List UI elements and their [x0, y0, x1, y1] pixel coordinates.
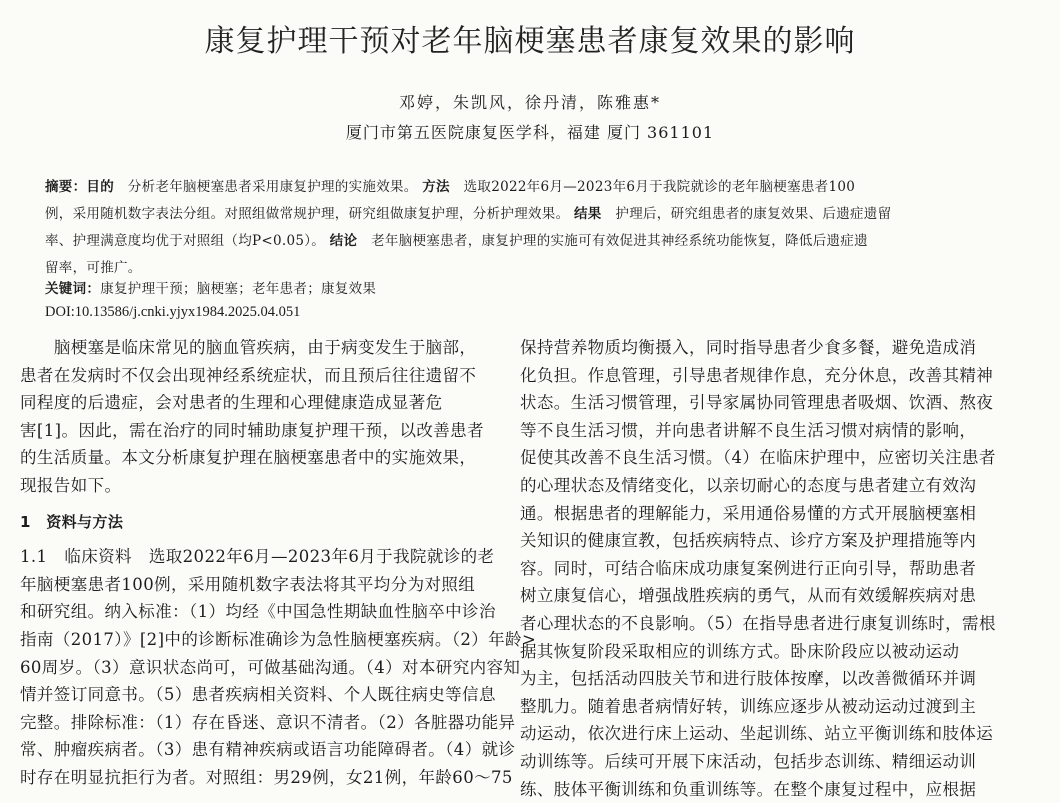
body-line: 年脑梗塞患者100例，采用随机数字表法将其平均分为对照组	[20, 571, 480, 599]
abstract-label: 摘要：	[45, 179, 86, 195]
section-heading-1-1-line: 1.1 临床资料 选取2022年6月—2023年6月于我院就诊的老	[20, 543, 480, 571]
body-line: 保持营养物质均衡摄入，同时指导患者少食多餐，避免造成消	[520, 334, 990, 362]
affiliation: 厦门市第五医院康复医学科，福建 厦门 361101	[0, 120, 1060, 143]
body-line: 害[1]。因此，需在治疗的同时辅助康复护理干预，以改善患者	[20, 417, 480, 445]
result-label: 结果	[574, 206, 602, 222]
body-line: 指南（2017）》[2]中的诊断标准确诊为急性脑梗塞疾病。（2）年龄>	[20, 626, 480, 654]
body-line: 等不良生活习惯，并向患者讲解不良生活习惯对病情的影响，	[520, 417, 990, 445]
method-text-1: 选取2022年6月—2023年6月于我院就诊的老年脑梗塞患者100	[464, 179, 856, 195]
right-column	[520, 334, 990, 803]
section-1-1-label: 1.1 临床资料	[20, 547, 132, 566]
body-line: 和研究组。纳入标准：（1）均经《中国急性期缺血性脑卒中诊治	[20, 598, 480, 626]
body-line: 化负担。作息管理，引导患者规律作息，充分休息，改善其精神	[520, 362, 990, 390]
body-line: 时存在明显抗拒行为者。对照组：男29例，女21例，年龄60～75	[20, 764, 480, 792]
abstract	[45, 174, 1003, 282]
body-line: 整肌力。随着患者病情好转，训练应逐步从被动运动过渡到主	[520, 693, 990, 721]
keywords-label: 关键词：	[45, 281, 100, 297]
body-line: 脑梗塞是临床常见的脑血管疾病，由于病变发生于脑部，	[20, 334, 480, 362]
conclusion-text-4: 留率，可推广。	[45, 260, 142, 276]
objective-text: 分析老年脑梗塞患者采用康复护理的实施效果。	[128, 179, 418, 195]
keywords	[45, 277, 376, 297]
body-line: 促使其改善不良生活习惯。（4）在临床护理中，应密切关注患者	[520, 444, 990, 472]
body-line: 为主，包括活动四肢关节和进行肢体按摩，以改善微循环并调	[520, 665, 990, 693]
author-list: 邓婷，朱凯风，徐丹清，陈雅惠*	[0, 90, 1060, 113]
section-heading-1: 1 资料与方法	[20, 508, 480, 536]
result-text-2: 护理后，研究组患者的康复效果、后遗症遗留	[615, 206, 891, 222]
body-line: 树立康复信心，增强战胜疾病的勇气，从而有效缓解疾病对患	[520, 582, 990, 610]
body-line: 60周岁。（3）意识状态尚可，可做基础沟通。（4）对本研究内容知	[20, 654, 480, 682]
paper-title: 康复护理干预对老年脑梗塞患者康复效果的影响	[0, 16, 1060, 60]
body-line: 情并签订同意书。（5）患者疾病相关资料、个人既往病史等信息	[20, 681, 480, 709]
body-line: 动训练等。后续可开展下床活动，包括步态训练、精细运动训	[520, 748, 990, 776]
body-line: 者心理状态的不良影响。（5）在指导患者进行康复训练时，需根	[520, 610, 990, 638]
body-line: 容。同时，可结合临床成功康复案例进行正向引导，帮助患者	[520, 555, 990, 583]
doi: DOI:10.13586/j.cnki.yjyx1984.2025.04.051	[45, 304, 300, 321]
body-line: 的心理状态及情绪变化，以亲切耐心的态度与患者建立有效沟	[520, 472, 990, 500]
result-text-3: 率、护理满意度均优于对照组（均P<0.05）。	[45, 233, 325, 249]
body-line: 完整。排除标准：（1）存在昏迷、意识不清者。（2）各脏器功能异	[20, 709, 480, 737]
body-line: 患者在发病时不仅会出现神经系统症状，而且预后往往遗留不	[20, 362, 480, 390]
body-line: 通。根据患者的理解能力，采用通俗易懂的方式开展脑梗塞相	[520, 500, 990, 528]
body-line: 据其恢复阶段采取相应的训练方式。卧床阶段应以被动运动	[520, 638, 990, 666]
body-line: 常、肿瘤疾病者。（3）患有精神疾病或语言功能障碍者。（4）就诊	[20, 736, 480, 764]
keywords-text: 康复护理干预；脑梗塞；老年患者；康复效果	[100, 281, 376, 297]
objective-label: 目的	[86, 179, 114, 195]
body-line: 状态。生活习惯管理，引导家属协同管理患者吸烟、饮酒、熬夜	[520, 389, 990, 417]
method-label: 方法	[422, 179, 450, 195]
body-line: 练、肢体平衡训练和负重训练等。在整个康复过程中，应根据	[520, 776, 990, 803]
body-line: 现报告如下。	[20, 472, 480, 500]
method-text-2: 例，采用随机数字表法分组。对照组做常规护理，研究组做康复护理，分析护理效果。	[45, 206, 569, 222]
body-line: 的生活质量。本文分析康复护理在脑梗塞患者中的实施效果，	[20, 444, 480, 472]
conclusion-label: 结论	[330, 233, 358, 249]
conclusion-text-3: 老年脑梗塞患者，康复护理的实施可有效促进其神经系统功能恢复，降低后遗症遗	[371, 233, 868, 249]
body-line: 关知识的健康宣教，包括疾病特点、诊疗方案及护理措施等内	[520, 527, 990, 555]
body-line: 同程度的后遗症，会对患者的生理和心理健康造成显著危	[20, 389, 480, 417]
body-line: 动运动，依次进行床上运动、坐起训练、站立平衡训练和肢体运	[520, 720, 990, 748]
left-column	[20, 334, 480, 792]
